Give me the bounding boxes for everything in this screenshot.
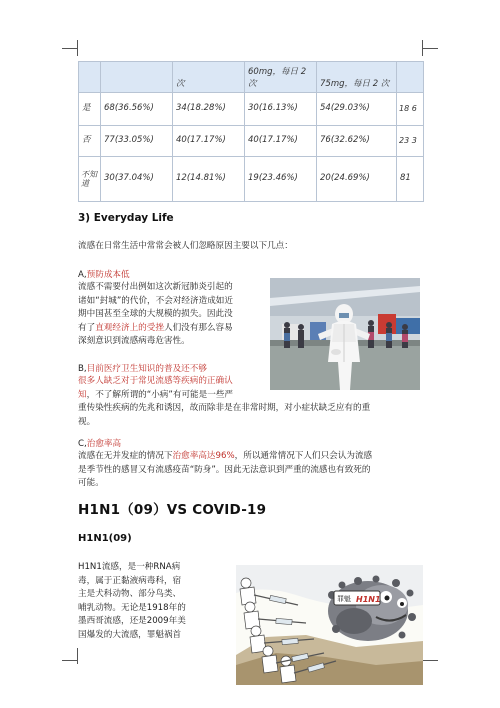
table-cell: 23 3 xyxy=(397,126,424,157)
comparison-subheading: H1N1(09) xyxy=(78,533,132,544)
table-header-cell: 75mg，每日 2 次 xyxy=(317,62,397,93)
table-header-cell xyxy=(101,62,173,93)
comparison-heading: H1N1（09）VS COVID-19 xyxy=(78,502,267,518)
point-b-title xyxy=(78,362,207,374)
text-line: 诸如“封城”的代价，不会对经济造成如近 xyxy=(78,295,233,306)
point-b-heading: 目前医疗卫生知识的普及还不够 xyxy=(86,364,207,374)
highlight-text: 治愈率高达96% xyxy=(172,451,235,461)
text-line: 毒，属于正黏液病毒科，宿 xyxy=(78,575,182,586)
table-cell: 18 6 xyxy=(397,93,424,126)
cartoon-virus-label: H1N1 xyxy=(356,595,381,604)
crop-mark-top-left-h xyxy=(62,48,78,49)
table-cell: 77(33.05%) xyxy=(101,126,173,157)
cartoon-label: 罪魁 xyxy=(337,595,351,603)
crop-mark-bottom-right-h xyxy=(422,660,438,661)
point-c-label: C, xyxy=(78,439,87,449)
crop-mark-bottom-left-h xyxy=(62,660,78,661)
survey-table xyxy=(78,61,424,202)
table-cell: 否 xyxy=(79,126,101,157)
table-cell: 68(36.56%) xyxy=(101,93,173,126)
text-line: 视。 xyxy=(78,416,96,427)
table-row xyxy=(79,157,424,202)
highlight-text: 很多人缺乏对于常见流感等疾病的正确认 xyxy=(78,376,233,386)
text-line: 墨西哥流感，还是2009年美 xyxy=(78,616,186,626)
section-intro: 流感在日常生活中常常会被人们忽略原因主要以下几点： xyxy=(78,241,293,251)
text-line: 有了直观经济上的受挫人们没有那么容易 xyxy=(78,322,233,333)
table-header-cell xyxy=(79,62,101,93)
point-b-label: B, xyxy=(78,364,87,374)
text-line: 知，不了解所谓的“小病”有可能是一些严 xyxy=(78,389,234,400)
point-a-title xyxy=(78,268,130,280)
text-line: 是季节性的感冒又有流感疫苗“防身”。因此无法意识到严重的流感也有致死的 xyxy=(78,464,371,475)
crop-mark-bottom-left-v xyxy=(77,648,78,664)
table-cell: 不知道 xyxy=(79,157,101,202)
table-cell: 76(32.62%) xyxy=(317,126,397,157)
highlight-text: 知 xyxy=(78,389,87,400)
table-cell: 81 xyxy=(397,157,424,202)
point-b-body xyxy=(78,375,424,429)
h1n1-cartoon-illustration xyxy=(236,565,423,685)
table-cell: 12(14.81%) xyxy=(173,157,245,202)
table-cell: 40(17.17%) xyxy=(245,126,317,157)
table-cell: 19(23.46%) xyxy=(245,157,317,202)
table-cell: 是 xyxy=(79,93,101,126)
table-cell: 34(18.28%) xyxy=(173,93,245,126)
text-line: 主是犬科动物、部分鸟类、 xyxy=(78,589,182,599)
section-heading: 3) Everyday Life xyxy=(78,212,174,224)
h1n1-description xyxy=(78,561,234,642)
crop-mark-top-right-h xyxy=(422,48,438,49)
table-cell: 30(37.04%) xyxy=(101,157,173,202)
text-line: H1N1流感，是一种RNA病 xyxy=(78,562,181,572)
table-row xyxy=(79,93,424,126)
table-row xyxy=(79,126,424,157)
crop-mark-top-left-v xyxy=(77,40,78,56)
table-cell: 30(16.13%) xyxy=(245,93,317,126)
table-header-cell: 60mg，每日 2 次 xyxy=(245,62,317,93)
ppe-worker-photo xyxy=(270,278,420,390)
point-a-body xyxy=(78,281,268,349)
point-c-body xyxy=(78,450,424,491)
table-header-cell xyxy=(397,62,424,93)
point-a-label: A, xyxy=(78,270,87,280)
point-c-heading: 治愈率高 xyxy=(86,439,122,449)
table-cell: 54(29.03%) xyxy=(317,93,397,126)
table-header-row xyxy=(79,62,424,93)
highlight-text: 直观经济上的受挫 xyxy=(95,322,164,333)
point-a-heading: 预防成本低 xyxy=(86,270,130,280)
text-line: 哺乳动物。无论是1918年的 xyxy=(78,602,186,613)
text-line: 深刻意识到流感病毒危害性。 xyxy=(78,336,190,346)
text-line: 国爆发的大流感，罪魁祸首 xyxy=(78,629,182,640)
table-header-cell: 次 xyxy=(173,62,245,93)
text-line: 流感在无并发症的情况下治愈率高达96%，所以通常情况下人们只会认为流感 xyxy=(78,451,373,461)
text-line: 流感不需要付出例如这次新冠肺炎引起的 xyxy=(78,282,233,292)
table-cell: 20(24.69%) xyxy=(317,157,397,202)
crop-mark-top-right-v xyxy=(422,40,423,56)
table-cell: 40(17.17%) xyxy=(173,126,245,157)
text-line: 重传染性疾病的先兆和诱因，故而除非是在非常时期，对小症状缺乏应有的重 xyxy=(78,403,371,413)
text-line: 期中国甚至全球的大规模的损失。因此没 xyxy=(78,309,233,319)
point-c-title xyxy=(78,437,121,449)
text-line: 可能。 xyxy=(78,478,104,488)
